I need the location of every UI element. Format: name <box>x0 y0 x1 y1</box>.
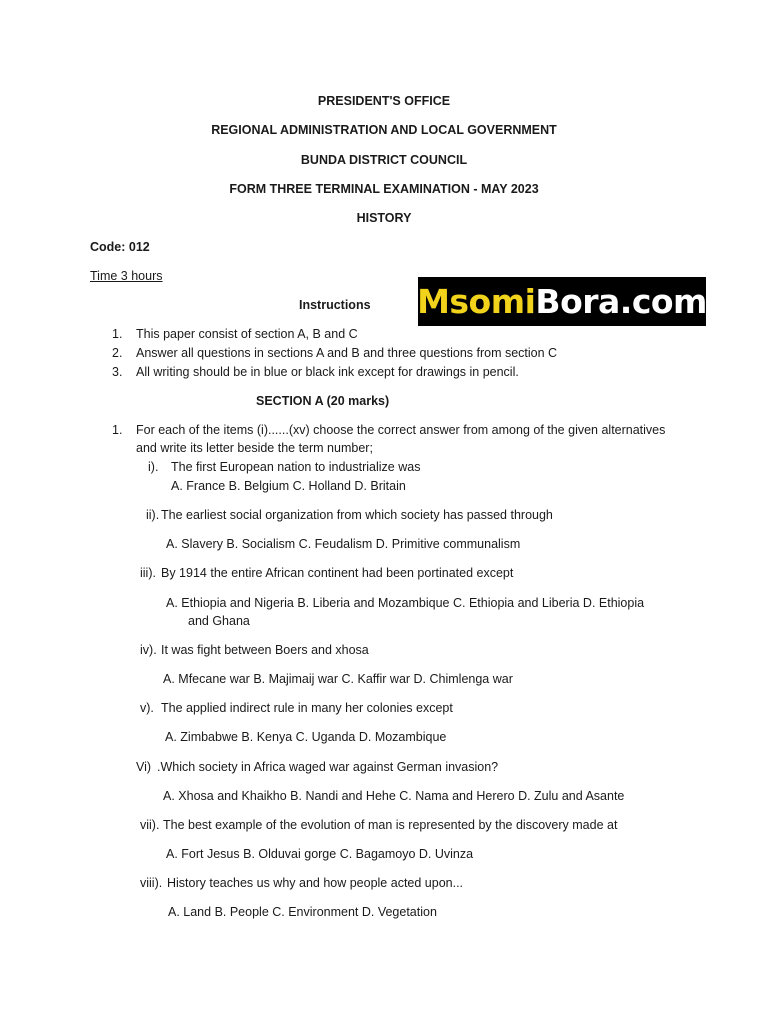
item-label: ii). <box>146 508 160 522</box>
item-question: The first European nation to industrialize was <box>171 460 421 474</box>
item-answer: A. Land B. People C. Environment D. Vegetation <box>168 905 437 919</box>
logo-text-msomi: Msomi <box>417 282 536 321</box>
instruction-text: This paper consist of section A, B and C <box>136 327 358 341</box>
item-answer: A. Fort Jesus B. Olduvai gorge C. Bagamoyo D. Uvinza <box>166 847 474 861</box>
instruction-text: Answer all questions in sections A and B and three questions from section C <box>136 346 558 360</box>
question-1-line-1: For each of the items (i)......(xv) choose the correct answer from among of the given alternatives <box>136 423 666 437</box>
item-question: .Which society in Africa waged war against German invasion? <box>157 760 499 774</box>
instruction-number: 2. <box>112 346 123 360</box>
question-number: 1. <box>112 423 123 437</box>
item-question: The applied indirect rule in many her colonies except <box>161 701 453 715</box>
header-council: BUNDA DISTRICT COUNCIL <box>300 153 468 167</box>
item-answer-continued: and Ghana <box>188 614 250 628</box>
item-question: The best example of the evolution of man is represented by the discovery made at <box>163 818 618 832</box>
header-office: PRESIDENT'S OFFICE <box>317 94 451 108</box>
item-question: The earliest social organization from which society has passed through <box>161 508 553 522</box>
header-administration: REGIONAL ADMINISTRATION AND LOCAL GOVERNMENT <box>211 123 557 137</box>
item-answer: A. Ethiopia and Nigeria B. Liberia and Mozambique C. Ethiopia and Liberia D. Ethiopia <box>166 596 645 610</box>
question-1-line-2: and write its letter beside the term number; <box>136 441 373 455</box>
instruction-number: 3. <box>112 365 123 379</box>
header-subject: HISTORY <box>356 211 412 225</box>
section-a-title: SECTION A (20 marks) <box>256 394 390 408</box>
item-answer: A. Zimbabwe B. Kenya C. Uganda D. Mozambique <box>165 730 447 744</box>
item-question: By 1914 the entire African continent had been portinated except <box>161 566 514 580</box>
item-answer: A. Mfecane war B. Majimaij war C. Kaffir war D. Chimlenga war <box>163 672 513 686</box>
item-answer: A. Xhosa and Khaikho B. Nandi and Hehe C. Nama and Herero D. Zulu and Asante <box>163 789 625 803</box>
item-label: viii). <box>140 876 163 890</box>
exam-code: Code: 012 <box>90 240 150 254</box>
item-label: Vi) <box>136 760 152 774</box>
instruction-text: All writing should be in blue or black ink except for drawings in pencil. <box>136 365 519 379</box>
item-label: vii). <box>140 818 160 832</box>
instructions-title: Instructions <box>299 298 371 312</box>
item-question: It was fight between Boers and xhosa <box>161 643 369 657</box>
item-answer: A. France B. Belgium C. Holland D. Britain <box>171 479 406 493</box>
item-question: History teaches us why and how people acted upon... <box>167 876 464 890</box>
item-label: v). <box>140 701 154 715</box>
logo-text-bora: Bora.com <box>535 282 707 321</box>
item-label: i). <box>148 460 159 474</box>
item-label: iii). <box>140 566 156 580</box>
instruction-number: 1. <box>112 327 123 341</box>
header-exam: FORM THREE TERMINAL EXAMINATION - MAY 2023 <box>229 182 539 196</box>
item-label: iv). <box>140 643 157 657</box>
msomibora-logo <box>418 277 706 326</box>
item-answer: A. Slavery B. Socialism C. Feudalism D. Primitive communalism <box>166 537 521 551</box>
exam-time: Time 3 hours <box>90 269 163 283</box>
